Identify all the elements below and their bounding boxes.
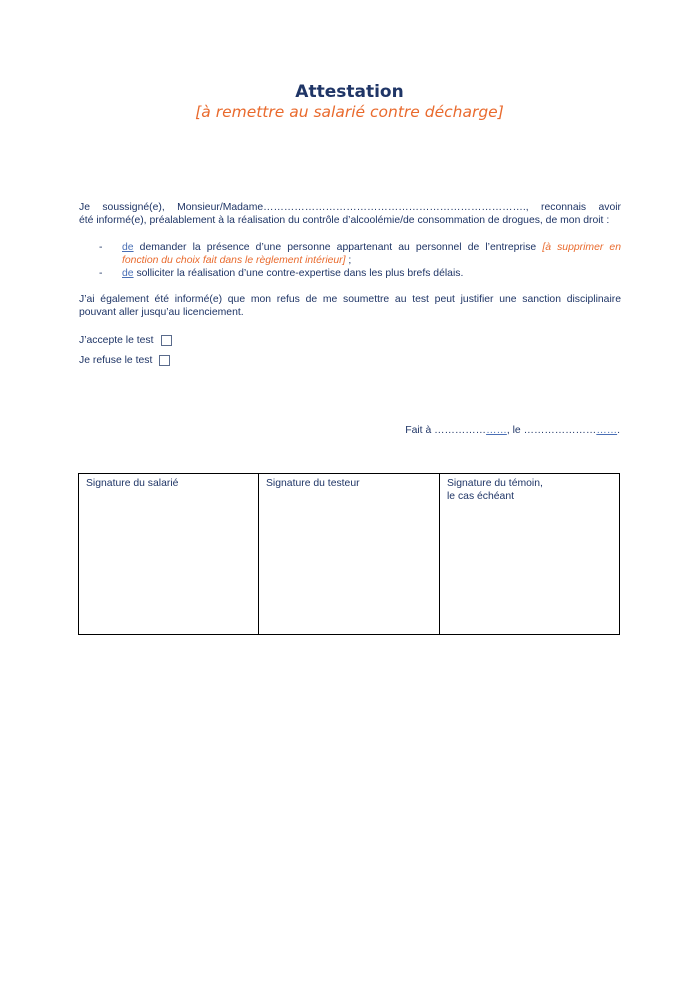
rights-item-2-text: solliciter la réalisation d’une contre-expertise dans les plus brefs délais. xyxy=(133,268,464,279)
accept-test-checkbox[interactable] xyxy=(161,335,172,346)
refusal-line-1: J’ai également été informé(e) que mon refus de me soumettre au test peut justifier une sanction disciplinaire xyxy=(79,294,621,305)
witness-signature-label-line-2: le cas échéant xyxy=(447,491,515,502)
employee-signature-cell[interactable] xyxy=(79,474,259,634)
declaration-paragraph xyxy=(79,201,621,227)
document-subtitle: [à remettre au salarié contre décharge] xyxy=(195,103,504,121)
date-blank[interactable]: …… xyxy=(596,425,618,436)
rights-item-1-line-2 xyxy=(122,255,351,266)
rights-list-item xyxy=(79,241,621,267)
bullet-dash: - xyxy=(99,242,103,253)
rights-item-1-note-part1: [à supprimer en xyxy=(542,242,621,253)
accept-test-option xyxy=(79,335,172,346)
bullet-dash: - xyxy=(99,268,103,279)
declaration-line-1: Je soussigné(e), Monsieur/Madame…………………………………………………………………., reconnais avoir xyxy=(79,202,621,213)
tester-signature-label: Signature du testeur xyxy=(266,478,360,489)
place-prefix: Fait à …………… xyxy=(405,425,487,436)
employee-signature-label: Signature du salarié xyxy=(86,478,179,489)
place-date-line xyxy=(405,425,620,436)
refuse-test-checkbox[interactable] xyxy=(159,355,170,366)
rights-item-1-line-1 xyxy=(122,241,621,254)
place-blank[interactable]: …… xyxy=(486,425,507,436)
rights-item-1-text: demander la présence d’une personne appartenant au personnel de l’entreprise xyxy=(133,242,543,253)
rights-item-1-suffix: ; xyxy=(345,255,352,266)
rights-item-2-prefix: de xyxy=(122,268,134,279)
rights-list-item xyxy=(79,267,621,280)
refusal-line-2: pouvant aller jusqu’au licenciement. xyxy=(79,307,244,318)
witness-signature-cell[interactable] xyxy=(440,474,619,634)
accept-test-label: J’accepte le test xyxy=(79,335,154,346)
witness-signature-label-line-1: Signature du témoin, xyxy=(447,478,543,489)
declaration-line-2: été informé(e), préalablement à la réalisation du contrôle d’alcoolémie/de consommation de drogues, de mon droit : xyxy=(79,215,610,226)
rights-item-1-note-part2: fonction du choix fait dans le règlement intérieur] xyxy=(122,255,346,266)
rights-list xyxy=(79,241,621,280)
refuse-test-label: Je refuse le test xyxy=(79,355,153,366)
tester-signature-cell[interactable] xyxy=(259,474,440,634)
date-prefix: , le ………………… xyxy=(506,425,597,436)
refuse-test-option xyxy=(79,355,170,366)
place-date-suffix: . xyxy=(617,425,620,436)
refusal-paragraph xyxy=(79,293,621,319)
signature-table xyxy=(78,473,620,635)
document-title: Attestation xyxy=(295,82,404,102)
rights-item-1-prefix: de xyxy=(122,242,134,253)
